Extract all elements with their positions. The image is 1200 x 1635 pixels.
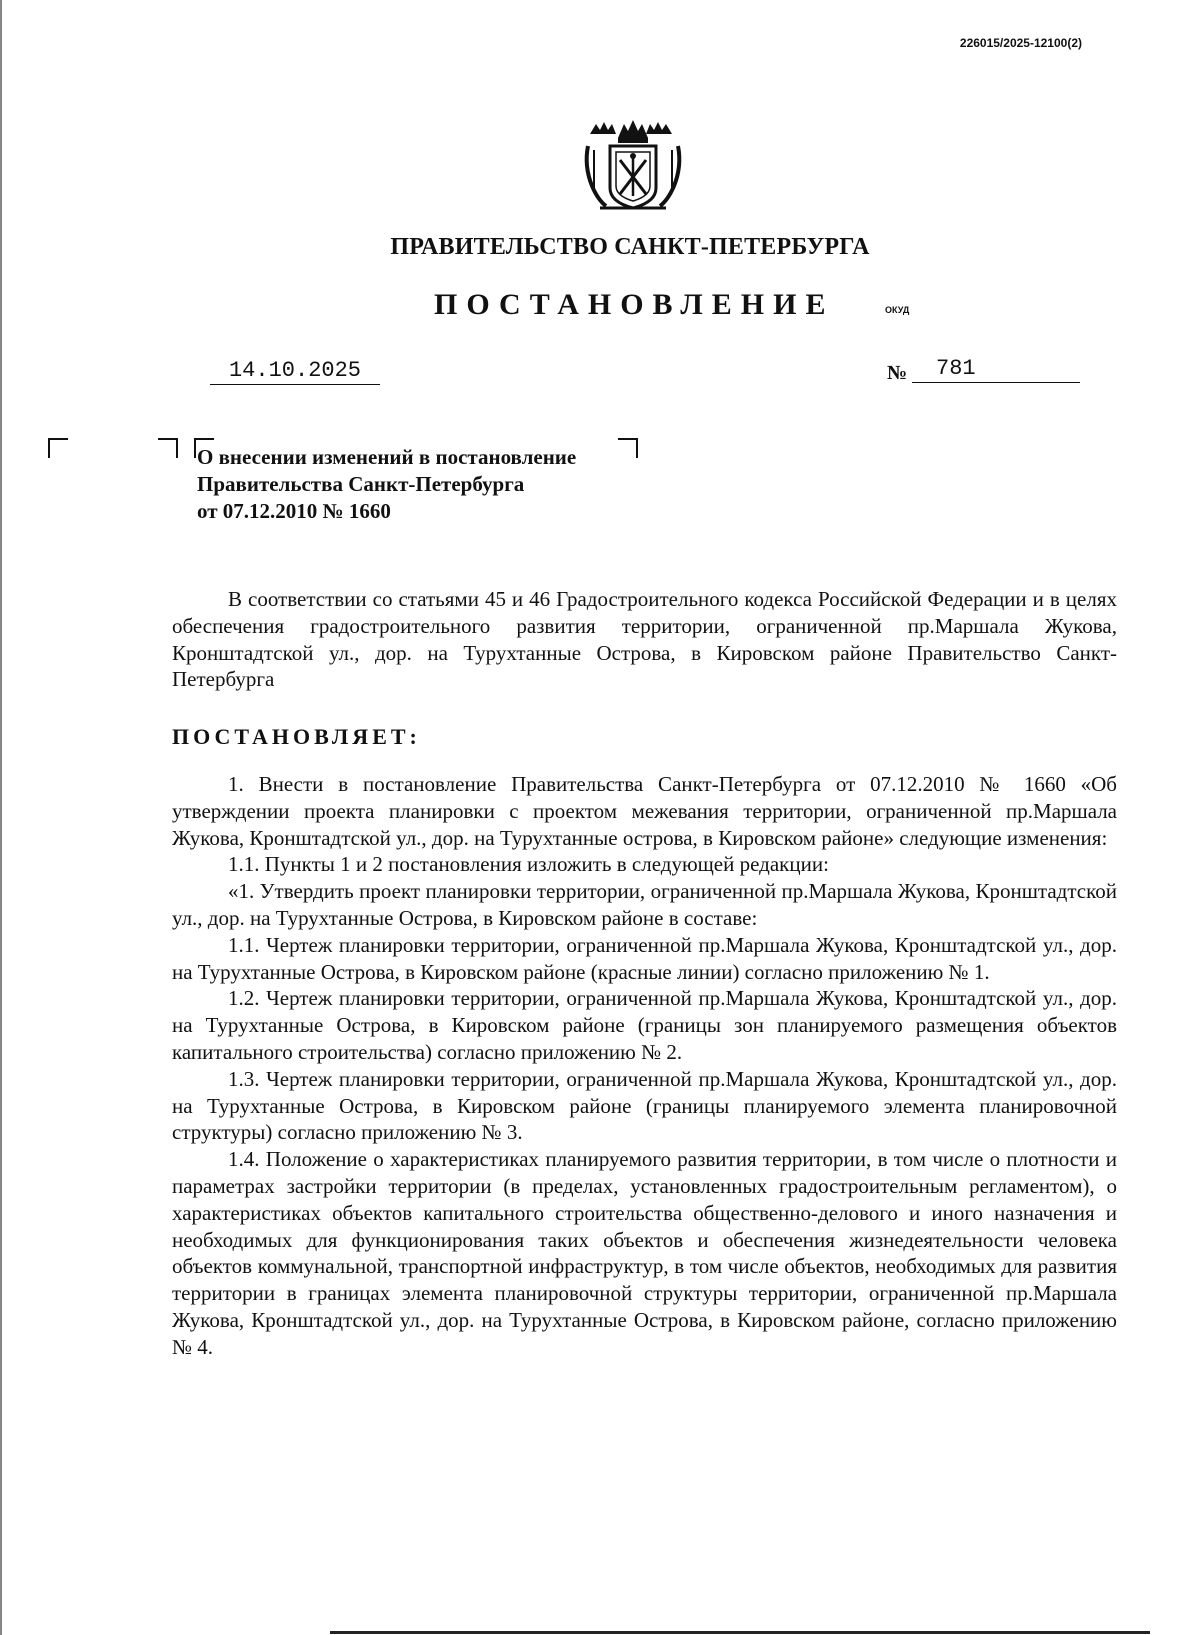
subject-line: Правительства Санкт-Петербурга <box>197 472 525 496</box>
corner-mark <box>618 438 638 458</box>
subject-line: О внесении изменений в постановление <box>197 445 577 469</box>
st-petersburg-coat-of-arms-icon <box>580 116 686 216</box>
resolution-date: 14.10.2025 <box>210 358 380 385</box>
resolution-subject <box>197 444 576 525</box>
okud-label: ОКУД <box>885 305 910 315</box>
corner-mark <box>158 438 178 458</box>
item-paragraph: 1.2. Чертеж планировки территории, ограниченной пр.Маршала Жукова, Кронштадтской ул., дор. на Турухтанные Острова, в Кировском районе (границы зон планируемого размещения объектов капитального строительства) согласно приложению № 2. <box>172 986 1117 1064</box>
item-paragraph: 1.3. Чертеж планировки территории, ограниченной пр.Маршала Жукова, Кронштадтской ул., дор. на Турухтанные Острова, в Кировском районе (границы планируемого элемента планировочной структуры) согласно приложению № 3. <box>172 1066 1117 1145</box>
document-type-title: ПОСТАНОВЛЕНИЕ <box>434 288 835 321</box>
item-paragraph: «1. Утвердить проект планировки территории, ограниченной пр.Маршала Жукова, Кронштадтской ул., дор. на Турухтанные Острова, в Кировском районе в составе: <box>172 879 1117 930</box>
item-paragraph: 1.1. Чертеж планировки территории, ограниченной пр.Маршала Жукова, Кронштадтской ул., дор. на Турухтанные Острова, в Кировском районе (красные линии) согласно приложению № 1. <box>172 932 1117 984</box>
scan-edge-line <box>330 1631 1150 1634</box>
document-number: 226015/2025-12100(2) <box>959 36 1082 50</box>
item-paragraph: 1.4. Положение о характеристиках планируемого развития территории, в том числе о плотности и параметрах застройки территории (в пределах, установленных градостроительным регламентом), о характеристиках объектов капитального строительства общественно-делового и иного назначения и необходимых для функционирования таких объектов и обеспечения жизнедеятельности человека объектов коммунальной, транспортной инфраструктур, в том числе объектов, необходимых для развития территории в границах элемента планировочной структуры территории, ограниченной пр.Маршала Жукова, Кронштадтской ул., дор. на Турухтанные Острова, в Кировском районе, согласно приложению № 4. <box>172 1147 1117 1359</box>
organization-title: ПРАВИТЕЛЬСТВО САНКТ-ПЕТЕРБУРГА <box>390 234 870 260</box>
item-paragraph: 1. Внести в постановление Правительства Санкт-Петербурга от 07.12.2010 № 1660 «Об утверждении проекта планировки с проектом межевания территории, ограниченной пр.Маршала Жукова, Кронштадтской ул., дор. на Турухтанные острова, в Кировском районе» следующие изменения: <box>172 772 1117 850</box>
number-sign: № <box>887 362 908 384</box>
resolution-number: 781 <box>912 356 1080 383</box>
preamble <box>172 586 1117 693</box>
resolution-items <box>172 771 1117 1361</box>
corner-mark <box>48 438 68 458</box>
subject-line: от 07.12.2010 № 1660 <box>197 499 391 523</box>
preamble-paragraph: В соответствии со статьями 45 и 46 Градостроительного кодекса Российской Федерации и в целях обеспечения градостроительного развития территории, ограниченной пр.Маршала Жукова, Кронштадтской ул., дор. на Турухтанные Острова, в Кировском районе Правительство Санкт-Петербурга <box>172 587 1117 692</box>
resolves-heading: ПОСТАНОВЛЯЕТ: <box>172 724 421 749</box>
item-paragraph: 1.1. Пункты 1 и 2 постановления изложить в следующей редакции: <box>228 852 829 877</box>
